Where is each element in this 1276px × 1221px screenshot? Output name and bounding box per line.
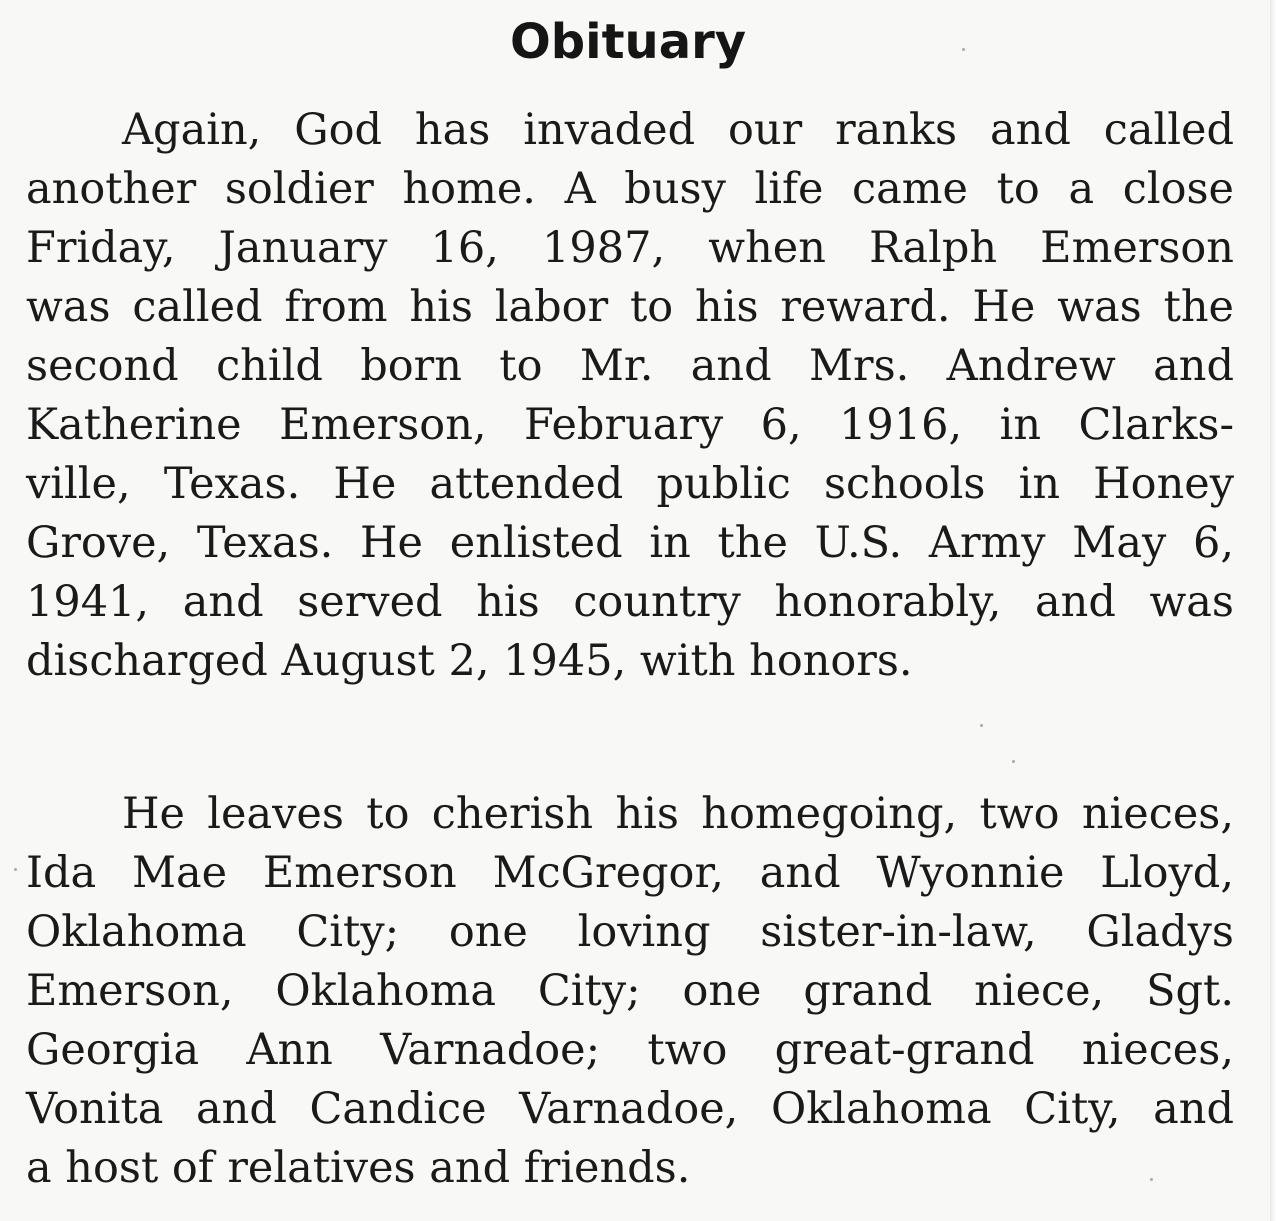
paragraph-1-line-5: second child born to Mr. and Mrs. Andrew and — [26, 341, 1234, 391]
scan-edge — [1270, 0, 1276, 1221]
paragraph-1-line-9: 1941, and served his country honorably, and was — [26, 577, 1234, 627]
paragraph-2-line-4: Emerson, Oklahoma City; one grand niece, Sgt. — [26, 966, 1234, 1016]
paragraph-1-line-6: Katherine Emerson, February 6, 1916, in Clarks- — [26, 400, 1234, 450]
scan-speck — [1012, 760, 1015, 763]
paragraph-1-line-3: Friday, January 16, 1987, when Ralph Emerson — [26, 223, 1234, 273]
paragraph-2-line-1: He leaves to cherish his homegoing, two nieces, — [122, 789, 1234, 839]
paragraph-2-line-3: Oklahoma City; one loving sister-in-law, Gladys — [26, 907, 1234, 957]
paragraph-2-line-7: a host of relatives and friends. — [26, 1143, 691, 1193]
paragraph-1-line-8: Grove, Texas. He enlisted in the U.S. Army May 6, — [26, 518, 1234, 568]
paragraph-2-line-6: Vonita and Candice Varnadoe, Oklahoma City, and — [26, 1084, 1234, 1134]
paragraph-2-line-2: Ida Mae Emerson McGregor, and Wyonnie Lloyd, — [26, 848, 1234, 898]
paragraph-2-line-5: Georgia Ann Varnadoe; two great-grand nieces, — [26, 1025, 1234, 1075]
paragraph-1-line-7: ville, Texas. He attended public schools in Honey — [26, 459, 1234, 509]
scan-speck — [14, 868, 17, 871]
scan-speck — [1150, 1178, 1153, 1181]
paragraph-1-line-2: another soldier home. A busy life came to a close — [26, 164, 1234, 214]
obituary-title: Obituary — [509, 14, 747, 70]
paragraph-1-line-10: discharged August 2, 1945, with honors. — [26, 636, 913, 686]
scan-speck — [962, 48, 965, 51]
paragraph-1-line-1: Again, God has invaded our ranks and called — [122, 105, 1234, 155]
scan-speck — [980, 724, 983, 727]
paragraph-1-line-4: was called from his labor to his reward. He was the — [26, 282, 1234, 332]
